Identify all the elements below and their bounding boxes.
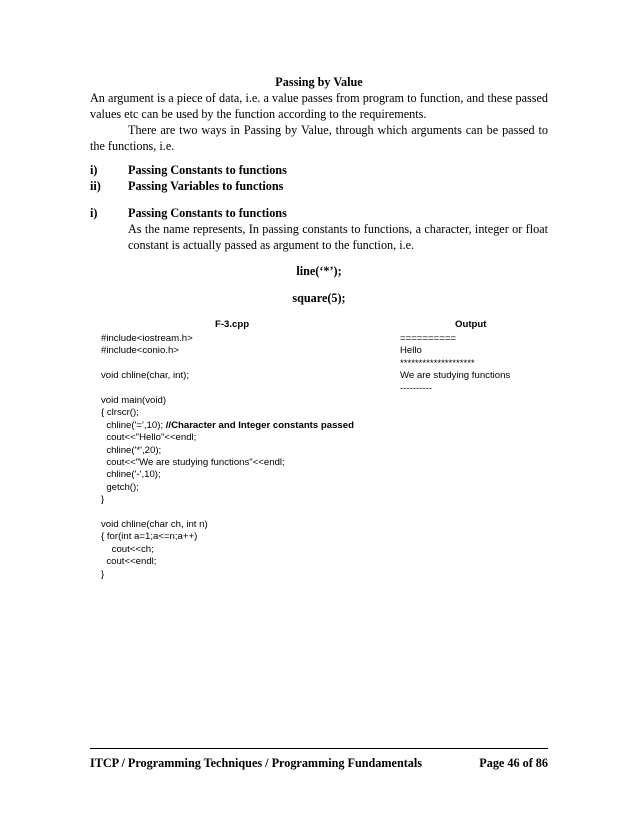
footer-page-number: Page 46 of 86 [479,756,548,770]
code-line [101,432,196,444]
code-line [101,333,193,345]
example-square-call: square(5); [292,291,346,305]
footer-course: ITCP / Programming Techniques / Programming Fundamentals [90,756,423,770]
list-item-text: Passing Constants to functions [128,163,287,177]
code-text: } [101,568,105,580]
code-line [101,407,139,419]
code-line [101,445,161,457]
code-line [101,556,156,568]
output-line: Hello [400,345,422,357]
code-line [101,494,104,506]
code-line [101,531,197,543]
code-text: void chline(char, int); [101,370,189,382]
code-text: cout<<"We are studying functions"<<endl; [101,457,285,468]
code-comment: //Character and Integer constants passed [165,419,354,431]
code-title: F-3.cpp [215,319,250,330]
list-item-text: Passing Variables to functions [128,179,284,193]
list-item-number: i) [90,163,98,177]
code-line [101,345,179,357]
section-body: As the name represents, In passing constants to functions, a character, integer or float constant is actually passed as argument to the function, i.e. [128,222,548,252]
code-text: cout<<"Hello"<<endl; [101,432,197,444]
section-title: Passing Constants to functions [128,206,287,220]
code-text: getch(); [101,481,139,493]
code-text: chline('-',10); [101,469,161,481]
code-text: #include<conio.h> [101,345,179,357]
page-heading: Passing by Value [275,75,363,89]
output-line: We are studying functions [400,370,511,382]
output-line: ******************** [400,357,475,369]
footer-divider [90,748,548,749]
code-text: void chline(char ch, int n) [101,519,208,530]
code-text: cout<<ch; [101,543,154,555]
code-line [101,569,104,581]
code-text: { clrscr(); [101,407,139,419]
code-line [101,395,166,407]
output-title: Output [455,319,487,330]
ways-paragraph: There are two ways in Passing by Value, through which arguments can be passed to the functions, i.e. [90,123,548,153]
code-text: } [101,494,105,506]
code-text: void main(void) [101,395,167,406]
code-line [101,519,208,531]
code-line [101,544,154,556]
section-heading [90,205,548,221]
code-text: chline('=',10); [101,419,166,431]
code-text: { for(int a=1;a<=n;a++) [101,531,198,543]
list-item [90,178,548,194]
intro-paragraph: An argument is a piece of data, i.e. a value passes from program to function, and these passed values etc can be used by the function according to the requirements. [90,91,548,121]
list-item [90,162,548,178]
section-number: i) [90,206,98,220]
code-text: chline('*',20); [101,444,162,456]
example-line-call: line(‘*’); [296,264,342,278]
code-line [101,482,139,494]
code-line [101,370,189,382]
code-line [101,469,161,481]
code-line [101,457,285,469]
output-line: ========== [400,333,457,344]
code-text: cout<<endl; [101,556,157,568]
output-line: ---------- [400,382,432,394]
code-text: #include<iostream.h> [101,333,193,344]
code-line [101,420,354,432]
list-item-number: ii) [90,179,101,193]
